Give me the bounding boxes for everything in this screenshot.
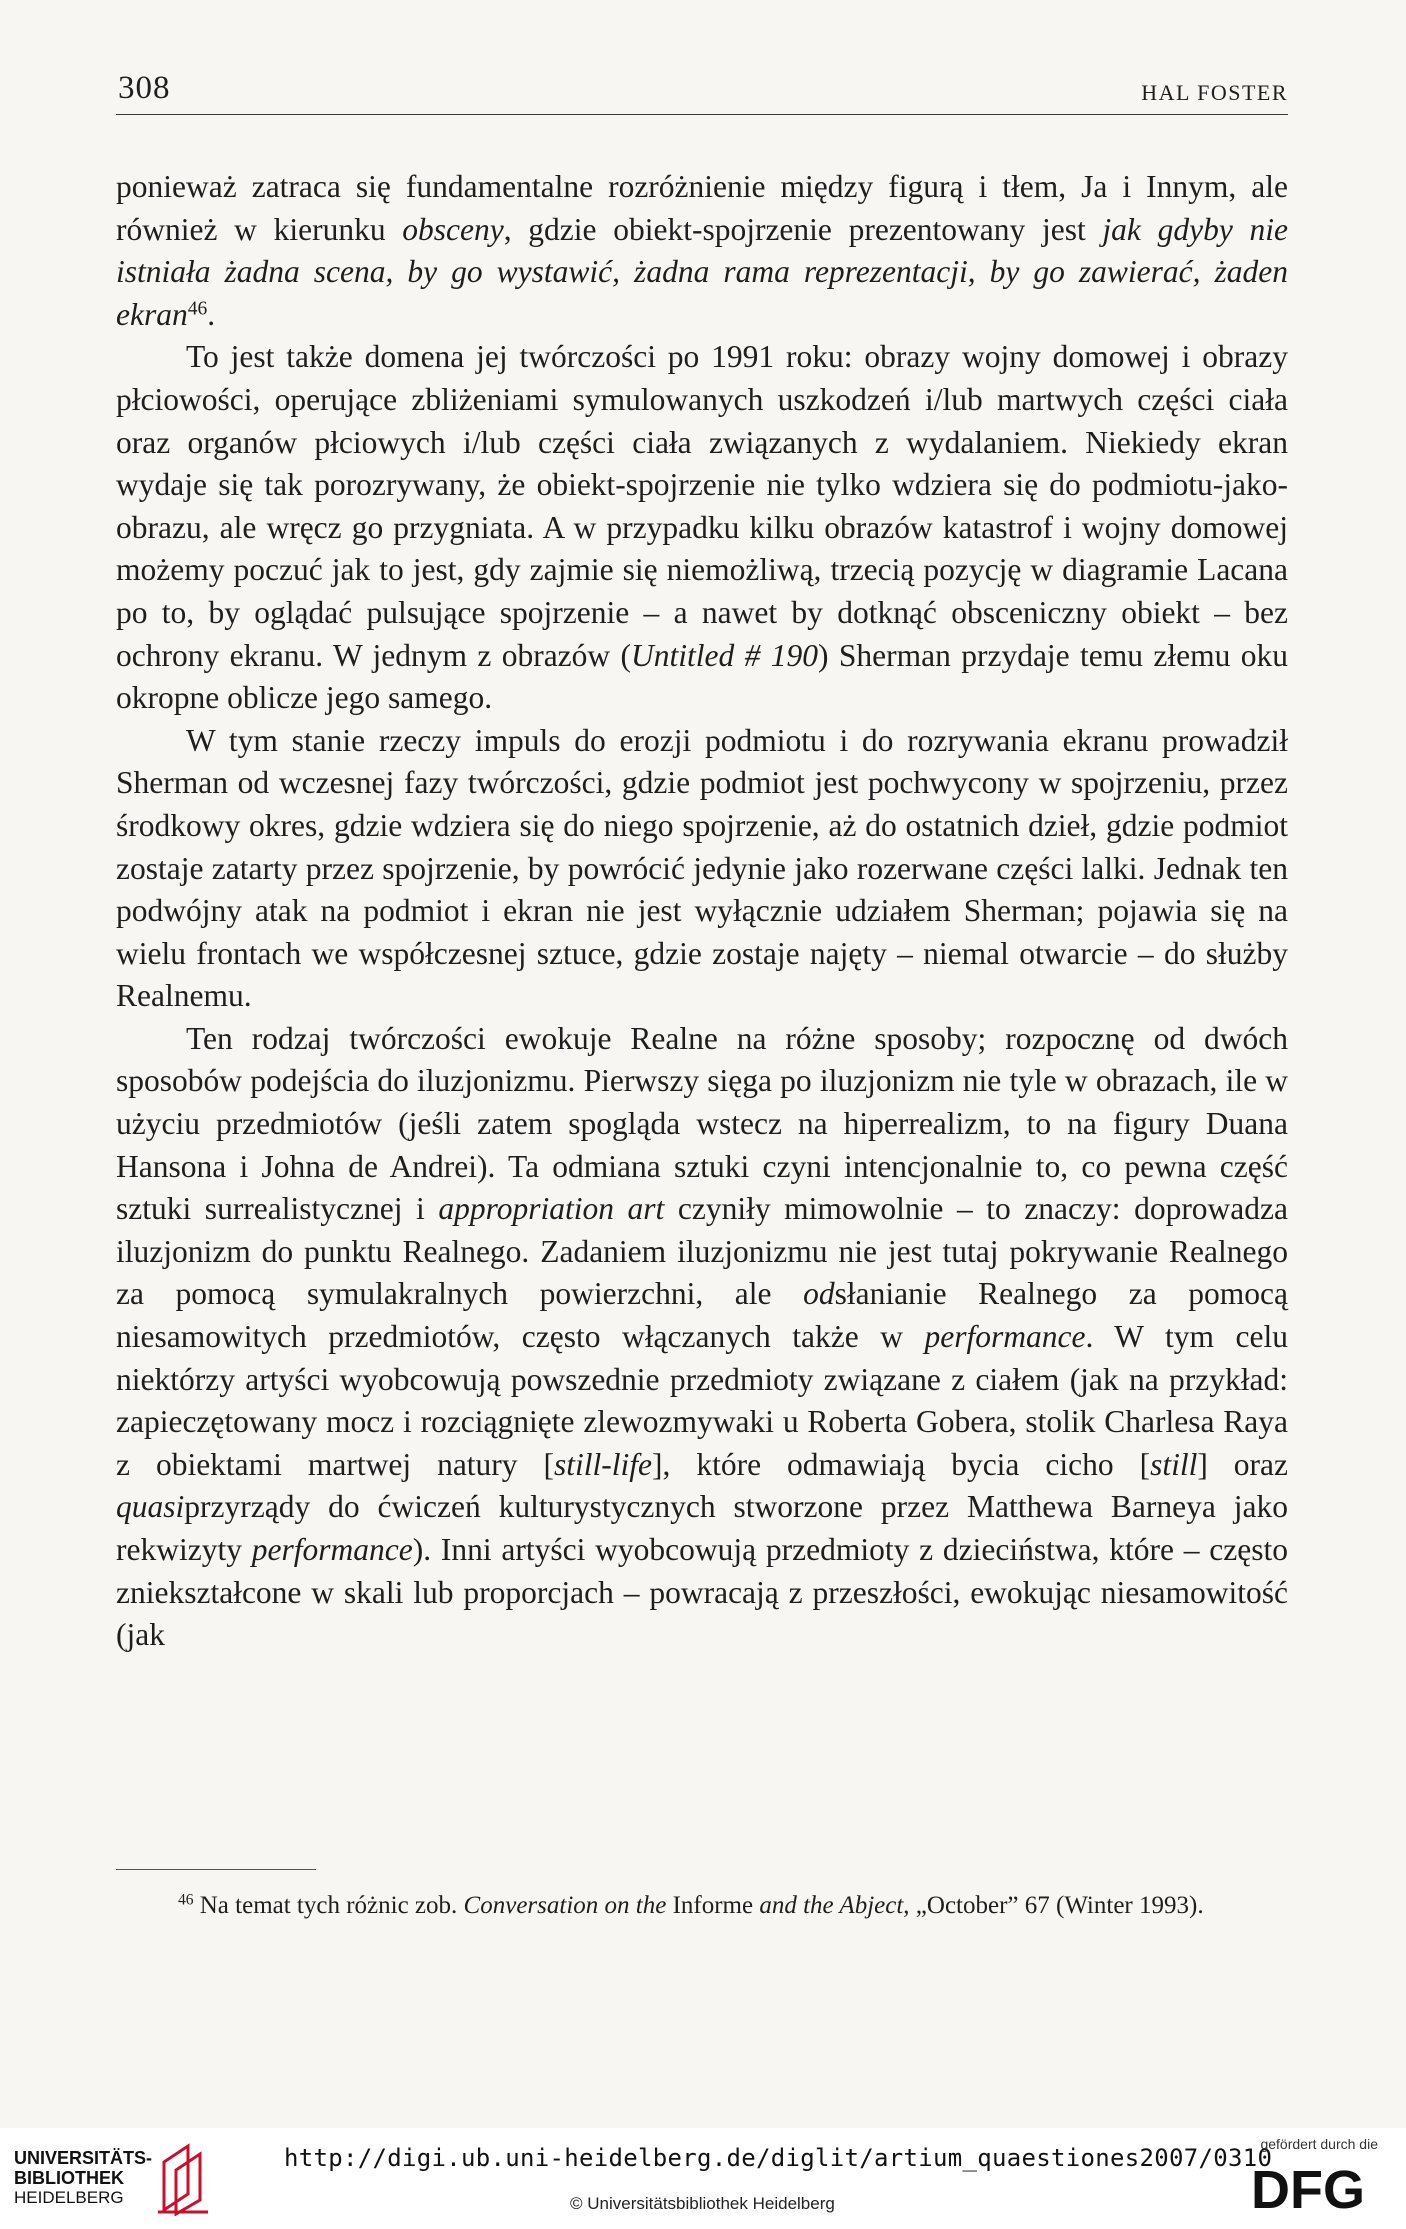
text-run: przyrządy do ćwiczeń kulturystycznych stworzone przez Matthewa Barneya jako rekwizyty (116, 1489, 1288, 1567)
paragraph-4 (116, 1018, 1288, 1657)
text-run: ] oraz (1197, 1446, 1288, 1482)
funding-badge[interactable] (1228, 2136, 1378, 2222)
italic-run: Conversation on the (463, 1892, 667, 1919)
text-run: . W tym celu niektórzy artyści wyobcowują powszednie przedmioty związane z ciałem (jak na przykład: zapieczętowany mocz i rozciągnięte zlewozmywaki u Roberta Gobera, stolik Charlesa Raya z obiektami martwej natury [ (116, 1319, 1289, 1482)
library-name-line: BIBLIOTHEK (14, 2168, 124, 2188)
text-run: , „October” 67 (Winter 1993). (903, 1892, 1204, 1919)
italic-run: Untitled # 190 (631, 637, 819, 673)
library-name-line: HEIDELBERG (14, 2188, 124, 2207)
italic-run: appropriation art (438, 1191, 665, 1227)
copyright-notice: © Universitätsbibliothek Heidelberg (570, 2194, 835, 2213)
digitization-footer (0, 2128, 1406, 2229)
page-number: 308 (118, 70, 171, 106)
page-header (116, 70, 1288, 115)
italic-run: quasi (116, 1489, 185, 1525)
text-run: To jest także domena jej twórczości po 1991 roku: obrazy wojny domowej i obrazy płciowości, operujące zbliżeniami symulowanych uszkodzeń i/lub martwych części ciała oraz organów płciowych i/lub części ciała związanych z wydalaniem. Niekiedy ekran wydaje się tak porozrywany, że obiekt-spojrzenie nie tylko wdziera się do podmiotu-jako-obrazu, ale wręcz go przygniata. A w przypadku kilku obrazów katastrof i wojny domowej możemy poczuć jak to jest, gdy zajmie się niemożliwą, trzecią pozycję w diagramie Lacana po to, by oglądać pulsujące spojrzenie – a nawet by dotknąć obsceniczny obiekt – bez ochrony ekranu. W jednym z obrazów ( (116, 339, 1288, 673)
italic-run: still (1150, 1446, 1198, 1482)
dfg-logo-text: DFG (1251, 2160, 1365, 2216)
body-text (116, 166, 1288, 1657)
italic-run: obsceny (402, 211, 504, 247)
text-run: Informe (666, 1892, 760, 1919)
text-run: słanianie Realnego za pomocą niesamowitych przedmiotów, często włączanych także w (116, 1276, 1288, 1355)
running-head: HAL FOSTER (1141, 80, 1288, 105)
paragraph-1 (116, 166, 1288, 336)
italic-run: performance (924, 1319, 1086, 1355)
italic-run: jak gdyby nie istniała żadna scena, by go wystawić, żadna rama reprezentacji, by go zawierać, żaden ekran (116, 211, 1288, 332)
library-name (14, 2148, 152, 2208)
italic-run: still-life (554, 1446, 652, 1482)
library-mark-icon (154, 2140, 212, 2216)
footnote-divider (116, 1869, 316, 1870)
library-logo[interactable] (14, 2140, 234, 2220)
italic-run: performance (251, 1532, 413, 1567)
text-run: ], które odmawiają bycia cicho [ (652, 1446, 1151, 1482)
text-run: ) Sherman przydaje temu złemu oku okropne oblicze jego samego. (116, 637, 1288, 716)
text-run: W tym stanie rzeczy impuls do erozji podmiotu i do rozrywania ekranu prowadził Sherman od wczesnej fazy twórczości, gdzie podmiot jest pochwycony w spojrzeniu, przez środkowy okres, gdzie wdziera się do niego spojrzenie, aż do ostatnich dzieł, gdzie podmiot zostaje zatarty przez spojrzenie, by powrócić jedynie jako rozerwane części lalki. Jednak ten podwójny atak na podmiot i ekran nie jest wyłącznie udziałem Sherman; pojawia się na wielu frontach we współczesnej sztuce, gdzie zostaje najęty – niemal otwarcie – do służby Realnemu. (116, 722, 1288, 1014)
text-run: . (207, 296, 216, 332)
italic-run: od (803, 1276, 835, 1312)
document-url-link[interactable]: http://digi.ub.uni-heidelberg.de/diglit/artium_quaestiones2007/0310 (284, 2144, 1273, 2172)
text-run: ). Inni artyści wyobcowują przedmioty z dzieciństwa, które – często zniekształcone w skali lub proporcjach – powracają z przeszłości, ewokując niesamowitość (jak (116, 1532, 1288, 1653)
footnote (116, 1888, 1288, 1924)
library-name-line: UNIVERSITÄTS- (14, 2148, 153, 2168)
text-run: Na temat tych różnic zob. (193, 1892, 464, 1919)
footnote-ref: 46 (187, 298, 208, 320)
text-run: czyniły mimowolnie – to znaczy: doprowadza iluzjonizm do punktu Realnego. Zadaniem iluzjonizmu nie jest tutaj pokrywanie Realnego za pomocą symulakralnych powierzchni, ale (116, 1191, 1288, 1312)
text-run: , gdzie obiekt-spojrzenie prezentowany jest (503, 211, 1103, 247)
text-run: ponieważ zatraca się fundamentalne rozróżnienie między figurą i tłem, Ja i Innym, ale również w kierunku (116, 169, 1288, 247)
paragraph-2 (116, 336, 1288, 719)
italic-run: and the Abject (759, 1892, 904, 1919)
text-run: Ten rodzaj twórczości ewokuje Realne na różne sposoby; rozpocznę od dwóch sposobów podejścia do iluzjonizmu. Pierwszy sięga po iluzjonizm nie tyle w obrazach, ile w użyciu przedmiotów (jeśli zatem spogląda wstecz na hiperrealizm, to na figury Duana Hansona i Johna de Andrei). Ta odmiana sztuki czyni intencjonalnie to, co pewna część sztuki surrealistycznej i (116, 1020, 1288, 1227)
dfg-logo-icon (1238, 2158, 1378, 2216)
paragraph-3 (116, 720, 1288, 1018)
footnote-number: 46 (178, 1891, 194, 1909)
funding-label: gefördert durch die (1260, 2136, 1378, 2152)
